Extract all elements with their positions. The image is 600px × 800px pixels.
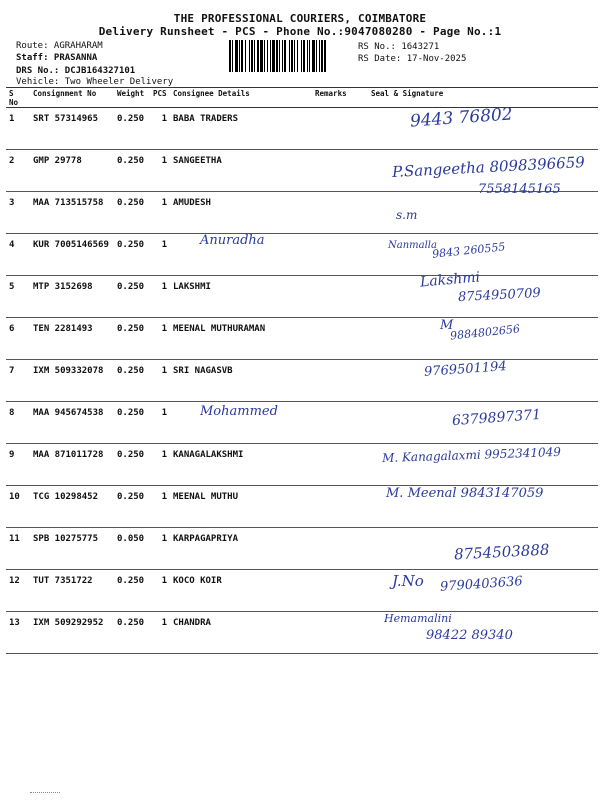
row-consignment: IXM 509332078: [30, 360, 114, 402]
signature-8: 6379897371: [451, 406, 542, 430]
company-title: THE PROFESSIONAL COURIERS, COIMBATORE: [173, 12, 427, 25]
row-signature: [368, 444, 598, 486]
row-remarks: [312, 486, 368, 528]
row-consignment: MTP 3152698: [30, 276, 114, 318]
row-signature: [368, 528, 598, 570]
row-remarks: [312, 570, 368, 612]
runsheet-table: [6, 87, 598, 654]
row-remarks: [312, 318, 368, 360]
row-pcs: 1: [150, 528, 170, 570]
row-sno: 1: [6, 108, 30, 150]
signature-1: 9443 76802: [409, 104, 514, 132]
table-row: [6, 108, 598, 150]
row-weight: 0.250: [114, 318, 150, 360]
row-consignee: [170, 402, 312, 444]
row-weight: 0.250: [114, 234, 150, 276]
row-consignment: TUT 7351722: [30, 570, 114, 612]
row-consignee: BABA TRADERS: [170, 108, 312, 150]
row-consignee: [170, 234, 312, 276]
signature-5b: 8754950709: [457, 285, 542, 306]
row-weight: 0.250: [114, 612, 150, 654]
row-sno: 4: [6, 234, 30, 276]
row-consignment: MAA 713515758: [30, 192, 114, 234]
row-signature: [368, 486, 598, 528]
row-signature: [368, 108, 598, 150]
row-weight: 0.250: [114, 150, 150, 192]
col-consignment: Consignment No: [30, 88, 114, 108]
row-consignee: KARPAGAPRIYA: [170, 528, 312, 570]
signature-9: M. Kanagalaxmi 9952341049: [381, 444, 562, 466]
row-signature: [368, 318, 598, 360]
row-sno: 10: [6, 486, 30, 528]
col-remarks: Remarks: [312, 88, 368, 108]
row-sno: 5: [6, 276, 30, 318]
row-signature: [368, 150, 598, 192]
row-remarks: [312, 234, 368, 276]
row-weight: 0.250: [114, 192, 150, 234]
row-consignee: AMUDESH: [170, 192, 312, 234]
row-sno: 7: [6, 360, 30, 402]
signature-5a: Lakshmi: [419, 269, 481, 291]
row-consignee: MEENAL MUTHU: [170, 486, 312, 528]
row-sno: 2: [6, 150, 30, 192]
row-pcs: 1: [150, 612, 170, 654]
row-pcs: 1: [150, 150, 170, 192]
table-row: [6, 444, 598, 486]
table-row: [6, 318, 598, 360]
row-remarks: [312, 108, 368, 150]
row-pcs: 1: [150, 486, 170, 528]
signature-6b: 9884802656: [449, 322, 521, 343]
row-remarks: [312, 612, 368, 654]
row-pcs: 1: [150, 402, 170, 444]
row-signature: [368, 360, 598, 402]
staff-label: Staff: PRASANNA: [16, 53, 98, 63]
row-pcs: 1: [150, 570, 170, 612]
table-row: [6, 234, 598, 276]
row-consignment: IXM 509292952: [30, 612, 114, 654]
row-remarks: [312, 360, 368, 402]
vehicle-label: Vehicle: Two Wheeler Delivery: [16, 77, 174, 87]
row-weight: 0.250: [114, 276, 150, 318]
signature-2a: P.Sangeetha 8098396659: [391, 152, 586, 182]
row-consignment: TCG 10298452: [30, 486, 114, 528]
table-row: [6, 612, 598, 654]
row-remarks: [312, 402, 368, 444]
signature-3: s.m: [396, 208, 418, 222]
row-remarks: [312, 528, 368, 570]
table-row: [6, 528, 598, 570]
row-consignment: MAA 871011728: [30, 444, 114, 486]
signature-12b: 9790403636: [439, 574, 524, 595]
row-weight: 0.250: [114, 486, 150, 528]
row-pcs: 1: [150, 234, 170, 276]
table-row: [6, 192, 598, 234]
table-header-row: [6, 88, 598, 108]
table-row: [6, 570, 598, 612]
table-row: [6, 276, 598, 318]
row-pcs: 1: [150, 444, 170, 486]
row-consignment: KUR 7005146569: [30, 234, 114, 276]
row-sno: 9: [6, 444, 30, 486]
row-sno: 13: [6, 612, 30, 654]
signature-12a: J.No: [392, 572, 424, 590]
row-consignee: CHANDRA: [170, 612, 312, 654]
col-pcs: PCS: [150, 88, 170, 108]
col-signature: Seal & Signature: [368, 88, 598, 108]
row-weight: 0.250: [114, 360, 150, 402]
row-consignee: SRI NAGASVB: [170, 360, 312, 402]
row-signature: [368, 570, 598, 612]
table-row: [6, 402, 598, 444]
col-weight: Weight: [114, 88, 150, 108]
row-consignee: KANAGALAKSHMI: [170, 444, 312, 486]
row-signature: [368, 192, 598, 234]
handwritten-consignee-8: Mohammed: [200, 404, 278, 419]
row-pcs: 1: [150, 318, 170, 360]
row-remarks: [312, 150, 368, 192]
signature-13b: 98422 89340: [426, 628, 513, 643]
row-sno: 12: [6, 570, 30, 612]
signature-6a: M: [440, 318, 454, 333]
row-pcs: 1: [150, 276, 170, 318]
rs-number: RS No.: 1643271: [358, 42, 440, 52]
row-pcs: 1: [150, 192, 170, 234]
col-sno: S No: [6, 88, 30, 108]
drs-label: DRS No.:: [16, 66, 60, 76]
row-consignment: SPB 10275775: [30, 528, 114, 570]
signature-13a: Hemamalini: [384, 612, 452, 625]
handwritten-consignee-4: Anuradha: [200, 233, 265, 248]
row-signature: [368, 612, 598, 654]
row-weight: 0.250: [114, 444, 150, 486]
row-consignee: LAKSHMI: [170, 276, 312, 318]
drs-value: DCJB164327101: [64, 66, 136, 76]
signature-7: 9769501194: [423, 359, 508, 380]
signature-4a: Nanmalla: [388, 240, 437, 251]
row-sno: 11: [6, 528, 30, 570]
row-remarks: [312, 276, 368, 318]
signature-10: M. Meenal 9843147059: [386, 486, 544, 501]
row-weight: 0.050: [114, 528, 150, 570]
row-remarks: [312, 444, 368, 486]
row-pcs: 1: [150, 360, 170, 402]
row-weight: 0.250: [114, 570, 150, 612]
row-consignment: MAA 945674538: [30, 402, 114, 444]
row-signature: [368, 234, 598, 276]
barcode-icon: [228, 40, 354, 72]
row-consignment: TEN 2281493: [30, 318, 114, 360]
row-sno: 8: [6, 402, 30, 444]
table-row: [6, 150, 598, 192]
signature-2b: 7558145165: [478, 182, 561, 197]
row-signature: [368, 402, 598, 444]
table-row: [6, 486, 598, 528]
row-remarks: [312, 192, 368, 234]
rs-date: RS Date: 17-Nov-2025: [358, 54, 467, 64]
row-sno: 3: [6, 192, 30, 234]
row-consignee: SANGEETHA: [170, 150, 312, 192]
row-consignment: GMP 29778: [30, 150, 114, 192]
runsheet-subtitle: Delivery Runsheet - PCS - Phone No.:9047080280 - Page No.:1: [98, 25, 502, 38]
row-consignee: KOCO KOIR: [170, 570, 312, 612]
route-label: Route: AGRAHARAM: [16, 41, 103, 51]
signature-4b: 9843 260555: [431, 240, 506, 261]
table-row: [6, 360, 598, 402]
scan-mark: [30, 792, 60, 796]
signature-11: 8754503888: [453, 540, 550, 564]
row-consignment: SRT 57314965: [30, 108, 114, 150]
row-consignee: MEENAL MUTHURAMAN: [170, 318, 312, 360]
row-sno: 6: [6, 318, 30, 360]
row-weight: 0.250: [114, 108, 150, 150]
row-pcs: 1: [150, 108, 170, 150]
row-weight: 0.250: [114, 402, 150, 444]
col-consignee: Consignee Details: [170, 88, 312, 108]
row-signature: [368, 276, 598, 318]
drs-number: [16, 66, 135, 76]
